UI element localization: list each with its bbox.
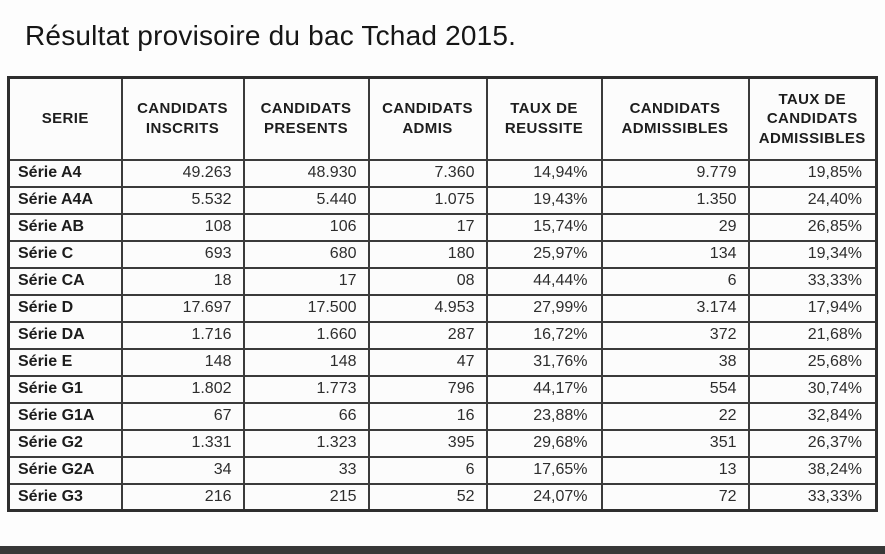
value-cell: 49.263 [122, 160, 244, 187]
value-cell: 148 [244, 349, 369, 376]
serie-cell: Série G3 [9, 484, 122, 511]
serie-cell: Série A4A [9, 187, 122, 214]
column-header-candidats-inscrits: CANDIDATS INSCRITS [122, 78, 244, 160]
table-row [9, 457, 877, 484]
value-cell: 24,07% [487, 484, 602, 511]
value-cell: 6 [602, 268, 749, 295]
value-cell: 5.440 [244, 187, 369, 214]
value-cell: 6 [369, 457, 487, 484]
table-row [9, 241, 877, 268]
value-cell: 66 [244, 403, 369, 430]
value-cell: 1.075 [369, 187, 487, 214]
column-header-candidats-admis: CANDIDATS ADMIS [369, 78, 487, 160]
value-cell: 395 [369, 430, 487, 457]
value-cell: 26,37% [749, 430, 877, 457]
value-cell: 26,85% [749, 214, 877, 241]
table-row [9, 187, 877, 214]
value-cell: 1.802 [122, 376, 244, 403]
value-cell: 19,34% [749, 241, 877, 268]
value-cell: 215 [244, 484, 369, 511]
table-row [9, 214, 877, 241]
value-cell: 554 [602, 376, 749, 403]
column-header-taux-candidats-admissibles: TAUX DE CANDIDATS ADMISSIBLES [749, 78, 877, 160]
value-cell: 19,43% [487, 187, 602, 214]
value-cell: 216 [122, 484, 244, 511]
column-header-candidats-admissibles: CANDIDATS ADMISSIBLES [602, 78, 749, 160]
value-cell: 29,68% [487, 430, 602, 457]
value-cell: 17,94% [749, 295, 877, 322]
value-cell: 287 [369, 322, 487, 349]
serie-cell: Série G1 [9, 376, 122, 403]
serie-cell: Série G2A [9, 457, 122, 484]
value-cell: 48.930 [244, 160, 369, 187]
table-row [9, 295, 877, 322]
column-header-serie: SERIE [9, 78, 122, 160]
value-cell: 17,65% [487, 457, 602, 484]
value-cell: 4.953 [369, 295, 487, 322]
value-cell: 1.331 [122, 430, 244, 457]
value-cell: 7.360 [369, 160, 487, 187]
value-cell: 47 [369, 349, 487, 376]
table-header [9, 78, 877, 160]
value-cell: 1.773 [244, 376, 369, 403]
value-cell: 693 [122, 241, 244, 268]
value-cell: 1.660 [244, 322, 369, 349]
value-cell: 17 [369, 214, 487, 241]
table-row [9, 322, 877, 349]
table-row [9, 484, 877, 511]
value-cell: 16,72% [487, 322, 602, 349]
value-cell: 31,76% [487, 349, 602, 376]
value-cell: 44,17% [487, 376, 602, 403]
value-cell: 22 [602, 403, 749, 430]
value-cell: 19,85% [749, 160, 877, 187]
value-cell: 148 [122, 349, 244, 376]
serie-cell: Série DA [9, 322, 122, 349]
page-title: Résultat provisoire du bac Tchad 2015. [25, 20, 517, 51]
value-cell: 25,97% [487, 241, 602, 268]
value-cell: 1.716 [122, 322, 244, 349]
value-cell: 180 [369, 241, 487, 268]
value-cell: 16 [369, 403, 487, 430]
value-cell: 38,24% [749, 457, 877, 484]
value-cell: 108 [122, 214, 244, 241]
value-cell: 796 [369, 376, 487, 403]
table-row [9, 403, 877, 430]
column-header-candidats-presents: CANDIDATS PRESENTS [244, 78, 369, 160]
column-header-taux-de-reussite: TAUX DE REUSSITE [487, 78, 602, 160]
value-cell: 44,44% [487, 268, 602, 295]
value-cell: 680 [244, 241, 369, 268]
value-cell: 33,33% [749, 268, 877, 295]
table-row [9, 268, 877, 295]
value-cell: 52 [369, 484, 487, 511]
value-cell: 24,40% [749, 187, 877, 214]
value-cell: 15,74% [487, 214, 602, 241]
value-cell: 18 [122, 268, 244, 295]
value-cell: 351 [602, 430, 749, 457]
value-cell: 23,88% [487, 403, 602, 430]
value-cell: 17.500 [244, 295, 369, 322]
table-row [9, 376, 877, 403]
value-cell: 9.779 [602, 160, 749, 187]
results-table [7, 76, 878, 512]
serie-cell: Série G2 [9, 430, 122, 457]
value-cell: 3.174 [602, 295, 749, 322]
table-row [9, 349, 877, 376]
value-cell: 21,68% [749, 322, 877, 349]
table-body [9, 160, 877, 511]
serie-cell: Série AB [9, 214, 122, 241]
value-cell: 5.532 [122, 187, 244, 214]
value-cell: 17.697 [122, 295, 244, 322]
table-row [9, 160, 877, 187]
value-cell: 32,84% [749, 403, 877, 430]
bottom-bar [0, 546, 885, 554]
serie-cell: Série E [9, 349, 122, 376]
value-cell: 134 [602, 241, 749, 268]
value-cell: 33 [244, 457, 369, 484]
serie-cell: Série D [9, 295, 122, 322]
value-cell: 14,94% [487, 160, 602, 187]
serie-cell: Série G1A [9, 403, 122, 430]
value-cell: 30,74% [749, 376, 877, 403]
serie-cell: Série A4 [9, 160, 122, 187]
header-row [9, 78, 877, 160]
value-cell: 67 [122, 403, 244, 430]
table-row [9, 430, 877, 457]
value-cell: 17 [244, 268, 369, 295]
value-cell: 29 [602, 214, 749, 241]
value-cell: 38 [602, 349, 749, 376]
value-cell: 372 [602, 322, 749, 349]
value-cell: 27,99% [487, 295, 602, 322]
value-cell: 1.350 [602, 187, 749, 214]
value-cell: 72 [602, 484, 749, 511]
value-cell: 13 [602, 457, 749, 484]
value-cell: 33,33% [749, 484, 877, 511]
value-cell: 08 [369, 268, 487, 295]
value-cell: 1.323 [244, 430, 369, 457]
value-cell: 34 [122, 457, 244, 484]
value-cell: 106 [244, 214, 369, 241]
serie-cell: Série CA [9, 268, 122, 295]
serie-cell: Série C [9, 241, 122, 268]
value-cell: 25,68% [749, 349, 877, 376]
